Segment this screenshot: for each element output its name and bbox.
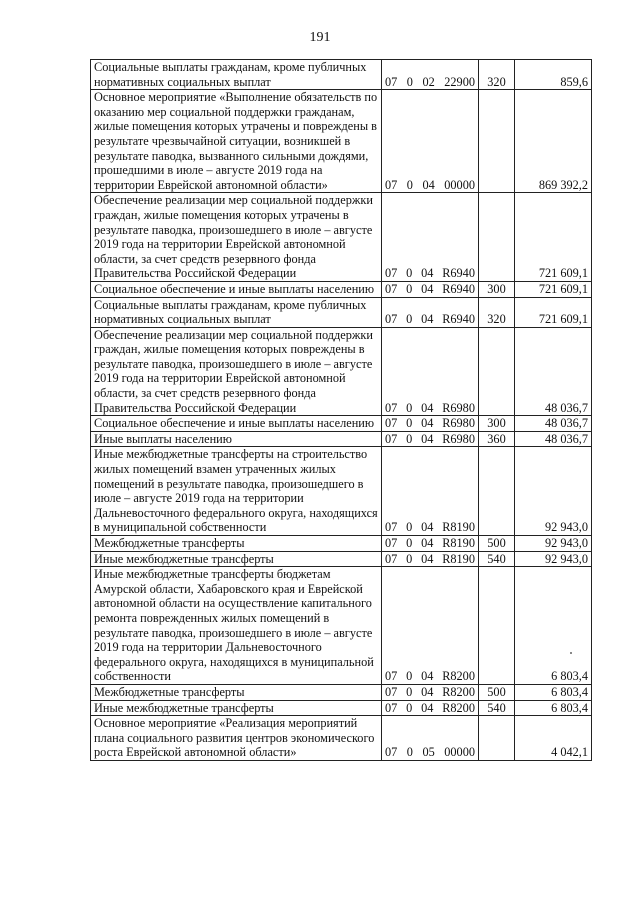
row-expense-type: 300: [479, 281, 515, 297]
code-parts: [385, 266, 475, 281]
table-row: [91, 193, 592, 282]
code-part: R6980: [442, 431, 475, 446]
row-amount: 859,6: [515, 60, 592, 90]
row-code: [382, 447, 479, 536]
code-part: 0: [406, 551, 413, 566]
code-part: 0: [406, 684, 413, 699]
row-expense-type: 500: [479, 684, 515, 700]
code-part: 0: [406, 669, 413, 684]
code-parts: [385, 552, 475, 567]
row-description: Социальные выплаты гражданам, кроме публичных нормативных социальных выплат: [91, 297, 382, 327]
budget-table: [90, 59, 592, 761]
code-part: R6980: [442, 416, 475, 431]
row-description: Иные межбюджетные трансферты на строительство жилых помещений взамен утраченных жилых помещений в результате паводка, произошедшего в июле – августе 2019 года на территории Дальневосточного федерального округа, находящихся в муниципальной собственности: [91, 447, 382, 536]
row-amount: 4 042,1: [515, 716, 592, 761]
table-row: [91, 281, 592, 297]
row-description: Иные межбюджетные трансферты бюджетам Амурской области, Хабаровского края и Еврейской автономной области на осуществление капитального ремонта поврежденных жилых помещений в результате паводка, произошедшего в июле – августе 2019 года на территории Дальневосточного федерального округа, находящихся в муниципальной собственности: [91, 567, 382, 685]
code-part: 0: [406, 177, 413, 192]
table-row: [91, 447, 592, 536]
table-row: [91, 684, 592, 700]
code-parts: [385, 432, 475, 447]
row-code: [382, 90, 479, 193]
row-description: Социальное обеспечение и иные выплаты населению: [91, 416, 382, 432]
table-row: [91, 536, 592, 552]
row-amount: 48 036,7: [515, 327, 592, 416]
code-parts: [385, 401, 475, 416]
row-amount: 721 609,1: [515, 193, 592, 282]
code-part: 07: [385, 536, 398, 550]
row-code: [382, 551, 479, 567]
code-part: 04: [421, 551, 434, 566]
code-part: 0: [406, 536, 413, 550]
row-amount: 92 943,0: [515, 551, 592, 567]
code-part: 00000: [444, 177, 475, 192]
code-part: 07: [385, 520, 398, 535]
code-part: 05: [422, 745, 435, 760]
code-parts: [385, 520, 475, 535]
code-part: 07: [385, 312, 398, 327]
code-part: 0: [406, 266, 413, 281]
row-description: Иные межбюджетные трансферты: [91, 700, 382, 716]
row-expense-type: [479, 90, 515, 193]
code-part: 0: [406, 312, 413, 327]
code-part: 07: [385, 74, 398, 89]
code-part: 07: [385, 266, 398, 281]
code-part: 0: [406, 74, 413, 89]
code-part: R6940: [442, 281, 475, 296]
row-code: [382, 684, 479, 700]
row-description: Иные межбюджетные трансферты: [91, 551, 382, 567]
code-part: 04: [421, 684, 434, 699]
row-expense-type: [479, 327, 515, 416]
row-expense-type: [479, 567, 515, 685]
table-row: [91, 700, 592, 716]
row-code: [382, 416, 479, 432]
code-part: 07: [385, 177, 398, 192]
row-code: [382, 327, 479, 416]
row-code: [382, 281, 479, 297]
code-part: 04: [421, 312, 434, 327]
table-row: [91, 551, 592, 567]
code-parts: [385, 701, 475, 716]
code-part: R6940: [442, 312, 475, 327]
row-description: Социальное обеспечение и иные выплаты населению: [91, 281, 382, 297]
row-expense-type: [479, 193, 515, 282]
table-row: [91, 60, 592, 90]
code-part: 0: [406, 281, 413, 296]
code-part: 02: [422, 74, 435, 89]
code-part: 07: [385, 684, 398, 699]
row-amount: 92 943,0: [515, 447, 592, 536]
code-part: R8200: [442, 684, 475, 699]
code-part: R6940: [442, 266, 475, 281]
code-part: 0: [406, 416, 413, 431]
row-expense-type: 540: [479, 700, 515, 716]
row-amount: 721 609,1: [515, 297, 592, 327]
code-part: 22900: [444, 74, 475, 89]
code-part: 0: [406, 520, 413, 535]
code-part: 07: [385, 400, 398, 415]
row-expense-type: [479, 447, 515, 536]
row-expense-type: 500: [479, 536, 515, 552]
table-row: [91, 90, 592, 193]
code-part: 07: [385, 551, 398, 566]
code-part: 04: [421, 416, 434, 431]
code-part: 04: [422, 177, 435, 192]
code-part: 07: [385, 416, 398, 431]
row-description: Основное мероприятие «Выполнение обязательств по оказанию мер социальной поддержки гражданам, жилые помещения которых утрачены и повреждены в результате чрезвычайной ситуации, возникшей в результате паводка, вызванного сильными дождями, прошедшими в июле – августе 2019 года на территории Еврейской автономной области»: [91, 90, 382, 193]
row-code: [382, 193, 479, 282]
code-parts: [385, 669, 475, 684]
code-parts: [385, 178, 475, 193]
table-row: [91, 416, 592, 432]
code-parts: [385, 75, 475, 90]
row-expense-type: 320: [479, 60, 515, 90]
scan-speck: [570, 652, 572, 654]
row-expense-type: 300: [479, 416, 515, 432]
code-part: 07: [385, 669, 398, 684]
code-parts: [385, 685, 475, 700]
code-part: 07: [385, 745, 398, 760]
row-amount: 6 803,4: [515, 700, 592, 716]
row-code: [382, 716, 479, 761]
row-expense-type: 540: [479, 551, 515, 567]
row-description: Социальные выплаты гражданам, кроме публичных нормативных социальных выплат: [91, 60, 382, 90]
code-part: 04: [421, 669, 434, 684]
row-code: [382, 536, 479, 552]
code-parts: [385, 282, 475, 297]
row-amount: 92 943,0: [515, 536, 592, 552]
code-parts: [385, 745, 475, 760]
row-code: [382, 60, 479, 90]
row-expense-type: [479, 716, 515, 761]
row-code: [382, 297, 479, 327]
row-code: [382, 700, 479, 716]
table-row: [91, 327, 592, 416]
row-description: Основное мероприятие «Реализация мероприятий плана социального развития центров экономического роста Еврейской автономной области»: [91, 716, 382, 761]
code-part: 07: [385, 700, 398, 715]
row-description: Межбюджетные трансферты: [91, 536, 382, 552]
code-parts: [385, 536, 475, 551]
code-part: 07: [385, 431, 398, 446]
table-row: [91, 567, 592, 685]
code-part: 04: [421, 431, 434, 446]
code-part: 04: [421, 700, 434, 715]
code-part: 04: [421, 536, 434, 550]
row-amount: 48 036,7: [515, 431, 592, 447]
code-part: R8190: [442, 520, 475, 535]
code-part: R6980: [442, 400, 475, 415]
row-amount: 721 609,1: [515, 281, 592, 297]
code-part: R8200: [442, 669, 475, 684]
table-row: [91, 431, 592, 447]
code-part: 04: [421, 266, 434, 281]
code-part: 04: [421, 520, 434, 535]
code-part: 0: [406, 700, 413, 715]
code-part: R8190: [442, 536, 475, 550]
code-part: 07: [385, 281, 398, 296]
code-part: R8190: [442, 551, 475, 566]
code-part: 0: [406, 745, 413, 760]
code-part: 00000: [444, 745, 475, 760]
row-description: Обеспечение реализации мер социальной поддержки граждан, жилые помещения которых повреждены в результате паводка, произошедшего в июле – августе 2019 года на территории Еврейской автономной области, за счет средств резервного фонда Правительства Российской Федерации: [91, 327, 382, 416]
code-part: R8200: [442, 700, 475, 715]
code-parts: [385, 312, 475, 327]
row-code: [382, 567, 479, 685]
code-part: 0: [406, 431, 413, 446]
row-amount: 869 392,2: [515, 90, 592, 193]
row-description: Межбюджетные трансферты: [91, 684, 382, 700]
table-row: [91, 716, 592, 761]
budget-table-body: [91, 60, 592, 761]
row-amount: 48 036,7: [515, 416, 592, 432]
code-part: 04: [421, 281, 434, 296]
row-code: [382, 431, 479, 447]
row-description: Обеспечение реализации мер социальной поддержки граждан, жилые помещения которых утрачены в результате паводка, произошедшего в июле – августе 2019 года на территории Еврейской автономной области, за счет средств резервного фонда Правительства Российской Федерации: [91, 193, 382, 282]
row-expense-type: 360: [479, 431, 515, 447]
code-part: 0: [406, 400, 413, 415]
row-amount: 6 803,4: [515, 684, 592, 700]
row-description: Иные выплаты населению: [91, 431, 382, 447]
row-amount: 6 803,4: [515, 567, 592, 685]
code-parts: [385, 416, 475, 431]
table-row: [91, 297, 592, 327]
page-number: 191: [309, 30, 331, 45]
code-part: 04: [421, 400, 434, 415]
row-expense-type: 320: [479, 297, 515, 327]
